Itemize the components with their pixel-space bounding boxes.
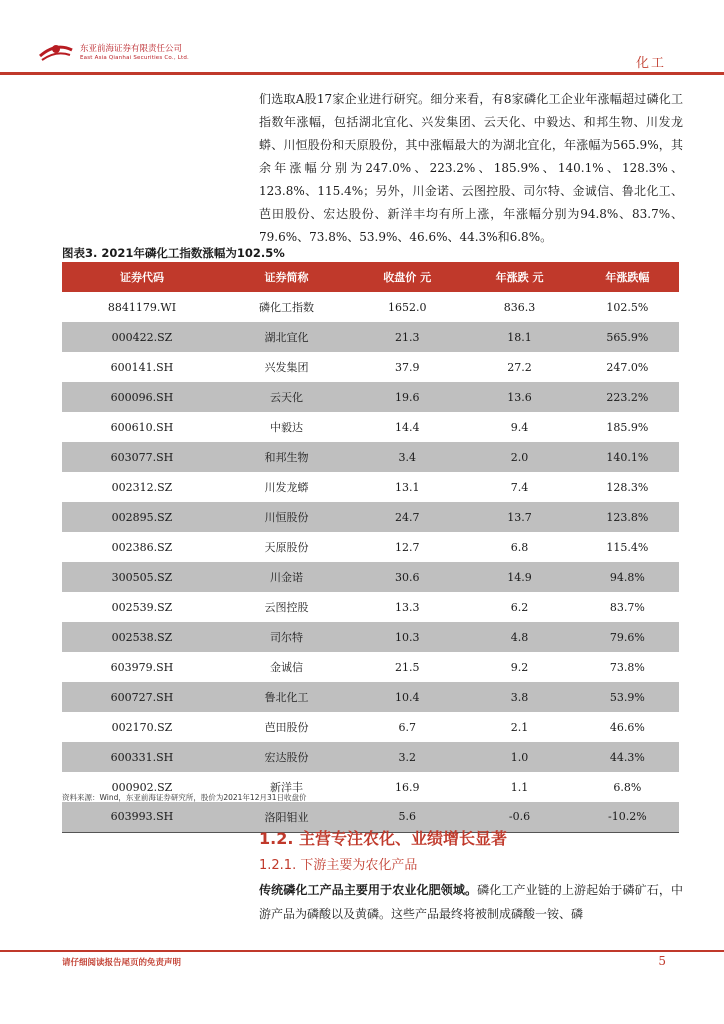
cell-name: 芭田股份 [264, 721, 309, 734]
cell-change: 14.9 [463, 562, 575, 592]
cell-code: 603077.SH [62, 442, 222, 472]
cell-change-pct: 73.8% [609, 660, 645, 674]
cell-change-pct: 115.4% [606, 540, 649, 554]
table-header-row [62, 262, 679, 292]
table-row [62, 622, 679, 652]
table-row [62, 442, 679, 472]
cell-change: 6.8 [510, 540, 529, 554]
cell-change: 27.2 [507, 360, 532, 374]
table-row [62, 742, 679, 772]
cell-change: 836.3 [503, 300, 536, 314]
cell-change: 9.4 [510, 420, 529, 434]
table-row [62, 412, 679, 442]
cell-name: 新洋丰 [270, 781, 303, 794]
cell-change: 2.0 [463, 442, 575, 472]
intro-paragraph: 们选取A股17家企业进行研究。细分来看，有8家磷化工企业年涨幅超过磷化工指数年涨幅，包括湖北宜化、兴发集团、云天化、中毅达、和邦生物、川发龙蟒、川恒股份和天原股份，其中涨幅最大的为湖北宜化，年涨幅为565.9%，其余年涨幅分别为247.0%、223.2%、185.9%、140.1%、128.3%、123.8%、115.4%；另外，川金诺、云图控股、司尔特、金诚信、鲁北化工、芭田股份、宏达股份、新洋丰均有所上涨，年涨幅分别为94.8%、83.7%、79.6%、73.8%、53.9%、46.6%、44.3%和6.8%。 [259, 92, 683, 244]
subsection-heading: 1.2.1. 下游主要为农化产品 [259, 858, 418, 873]
table-row [62, 592, 679, 622]
cell-name: 云图控股 [264, 601, 309, 614]
cell-close: 21.5 [394, 660, 420, 674]
cell-name: 川恒股份 [222, 502, 351, 532]
section-heading: 1.2. 主营专注农化、业绩增长显著 [259, 829, 507, 848]
cell-code: 002386.SZ [111, 540, 173, 554]
cell-change-pct: 44.3% [576, 742, 679, 772]
cell-change: 9.2 [510, 660, 529, 674]
cell-code: 002170.SZ [111, 720, 173, 734]
paragraph-lead: 传统磷化工产品主要用于农业化肥领域。 [259, 883, 478, 897]
cell-close: 12.7 [394, 540, 420, 554]
cell-code: 600096.SH [62, 382, 222, 412]
col-header-name: 证券简称 [222, 262, 351, 292]
cell-change-pct: 123.8% [576, 502, 679, 532]
cell-close: 24.7 [351, 502, 463, 532]
cell-change: 1.0 [463, 742, 575, 772]
cell-change-pct: 128.3% [606, 480, 649, 494]
cell-name: 司尔特 [222, 622, 351, 652]
cell-change: 7.4 [510, 480, 529, 494]
cell-close: 13.3 [394, 600, 420, 614]
cell-close: 16.9 [394, 780, 420, 794]
cell-name: 宏达股份 [222, 742, 351, 772]
cell-code: 8841179.WI [107, 300, 177, 314]
cell-change: 4.8 [463, 622, 575, 652]
cell-code: 000422.SZ [62, 322, 222, 352]
cell-change: 3.8 [463, 682, 575, 712]
table-row [62, 382, 679, 412]
cell-name: 和邦生物 [222, 442, 351, 472]
cell-code: 600141.SH [110, 360, 174, 374]
cell-close: 1652.0 [387, 300, 427, 314]
table-row [62, 682, 679, 712]
cell-change: 13.6 [463, 382, 575, 412]
cell-change: 2.1 [510, 720, 529, 734]
table-row [62, 562, 679, 592]
company-name-en: East Asia Qianhai Securities Co., Ltd. [80, 55, 190, 61]
cell-change-pct: 565.9% [576, 322, 679, 352]
cell-change: 6.2 [510, 600, 529, 614]
header-divider [0, 72, 724, 75]
cell-name: 兴发集团 [264, 361, 309, 374]
cell-change-pct: 46.6% [609, 720, 645, 734]
cell-close: 10.4 [351, 682, 463, 712]
cell-close: 30.6 [351, 562, 463, 592]
cell-name: 磷化工指数 [259, 301, 314, 314]
cell-close: 21.3 [351, 322, 463, 352]
cell-name: 云天化 [222, 382, 351, 412]
cell-code: 002539.SZ [111, 600, 173, 614]
cell-close: 13.1 [394, 480, 420, 494]
table-row [62, 322, 679, 352]
table-row [62, 352, 679, 382]
cell-change-pct: 223.2% [576, 382, 679, 412]
table-row [62, 712, 679, 742]
source-note: 资料来源：Wind，东亚前海证券研究所，股价为2021年12月31日收盘价 [62, 793, 307, 802]
col-header-close: 收盘价 元 [351, 262, 463, 292]
cell-change: 18.1 [463, 322, 575, 352]
footer-disclaimer: 请仔细阅读报告尾页的免责声明 [62, 958, 182, 968]
cell-close: 14.4 [394, 420, 420, 434]
col-header-code: 证券代码 [62, 262, 222, 292]
page-number: 5 [658, 954, 666, 968]
company-name-cn: 东亚前海证券有限责任公司 [80, 44, 183, 54]
cell-close: 10.3 [351, 622, 463, 652]
cell-name: 中毅达 [270, 421, 303, 434]
table-row [62, 502, 679, 532]
stock-performance-table [62, 262, 679, 833]
cell-change-pct: 140.1% [576, 442, 679, 472]
cell-change-pct: 79.6% [576, 622, 679, 652]
cell-code: 002538.SZ [62, 622, 222, 652]
cell-close: 6.7 [398, 720, 416, 734]
cell-name: 川发龙蟒 [264, 481, 309, 494]
company-logo-icon [36, 40, 76, 64]
col-header-change-pct: 年涨跌幅 [576, 262, 679, 292]
figure-title: 图表3. 2021年磷化工指数涨幅为102.5% [62, 246, 285, 260]
cell-name: 洛阳钼业 [222, 802, 351, 832]
table-row [62, 292, 679, 322]
cell-close: 3.2 [351, 742, 463, 772]
table-row [62, 472, 679, 502]
col-header-change: 年涨跌 元 [463, 262, 575, 292]
cell-name: 湖北宜化 [222, 322, 351, 352]
section-tag: 化工 [635, 56, 666, 71]
paragraph-body: 磷化工产业链的上游起始于磷矿石，中游产品为磷酸以及黄磷。这些产品最终将被制成磷酸一铵、磷 [259, 883, 683, 921]
cell-code: 002895.SZ [62, 502, 222, 532]
cell-change-pct: 102.5% [606, 300, 649, 314]
table-row [62, 652, 679, 682]
cell-close: 37.9 [394, 360, 420, 374]
table-row [62, 532, 679, 562]
page-header [0, 0, 724, 80]
cell-change: 13.7 [463, 502, 575, 532]
cell-code: 002312.SZ [111, 480, 173, 494]
cell-change-pct: 94.8% [576, 562, 679, 592]
cell-change-pct: 6.8% [613, 780, 642, 794]
table-body [62, 292, 679, 832]
cell-code: 300505.SZ [62, 562, 222, 592]
cell-name: 天原股份 [264, 541, 309, 554]
cell-name: 川金诺 [222, 562, 351, 592]
cell-close: 19.6 [351, 382, 463, 412]
cell-change-pct: 83.7% [609, 600, 645, 614]
cell-change-pct: 185.9% [606, 420, 649, 434]
cell-close: 3.4 [351, 442, 463, 472]
cell-code: 603993.SH [62, 802, 222, 832]
cell-change: -0.6 [463, 802, 575, 832]
cell-name: 金诚信 [270, 661, 303, 674]
cell-change-pct: 53.9% [576, 682, 679, 712]
cell-change: 1.1 [510, 780, 529, 794]
cell-name: 鲁北化工 [222, 682, 351, 712]
footer-divider [0, 950, 724, 952]
cell-code: 603979.SH [110, 660, 174, 674]
cell-code: 600331.SH [62, 742, 222, 772]
body-paragraph [259, 878, 683, 926]
cell-code: 000902.SZ [111, 780, 173, 794]
cell-code: 600610.SH [110, 420, 174, 434]
cell-change-pct: 247.0% [606, 360, 649, 374]
cell-close: 5.6 [351, 802, 463, 832]
cell-change-pct: -10.2% [576, 802, 679, 832]
cell-code: 600727.SH [62, 682, 222, 712]
